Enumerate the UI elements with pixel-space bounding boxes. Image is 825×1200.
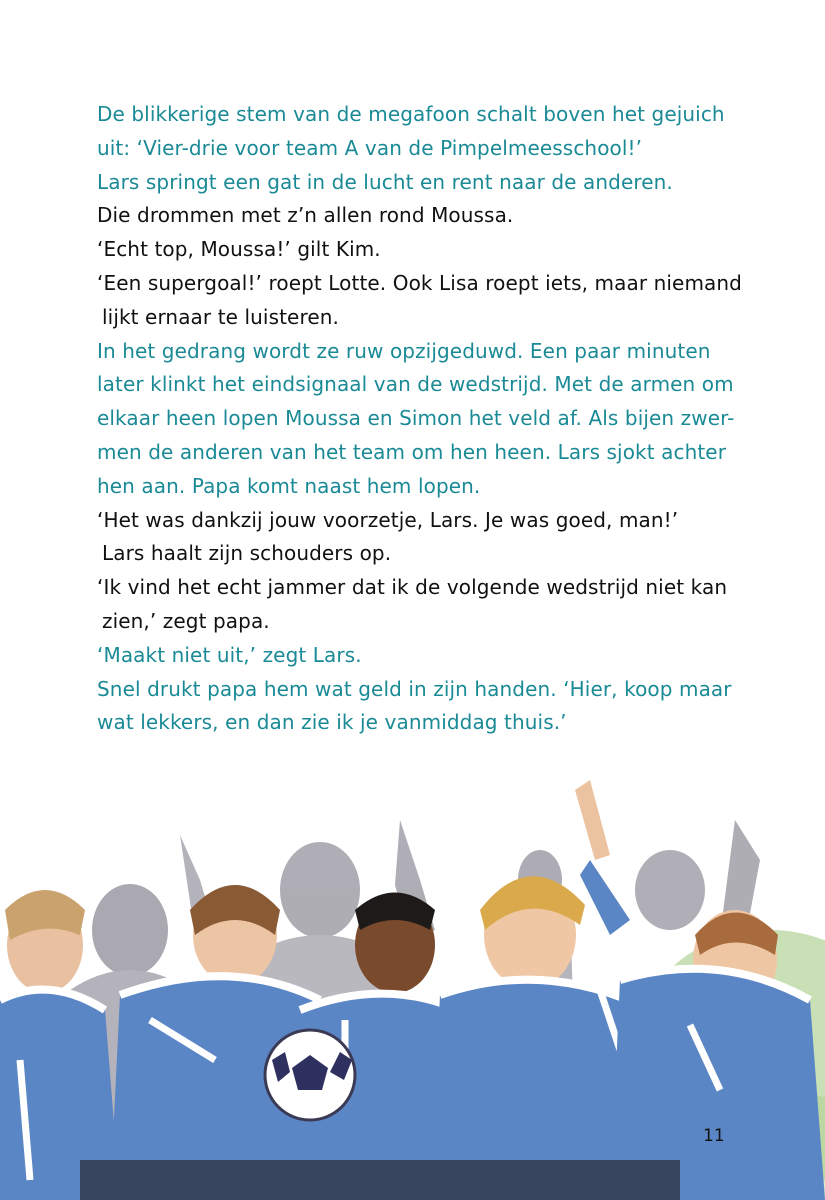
text-line: Die drommen met z’n allen rond Moussa.	[97, 203, 514, 228]
text-line: lijkt ernaar te luisteren.	[102, 304, 339, 329]
text-line: later klinkt het eindsignaal van de wedstrijd. Met de armen om	[97, 372, 734, 397]
text-line: In het gedrang wordt ze ruw opzijgeduwd. Een paar minuten	[97, 338, 711, 363]
text-line: elkaar heen lopen Moussa en Simon het veld af. Als bijen zwer-	[97, 406, 735, 431]
page-number: 11	[703, 1126, 725, 1146]
text-line: wat lekkers, en dan zie ik je vanmiddag thuis.’	[97, 710, 567, 735]
football-team-illustration	[0, 760, 825, 1200]
text-line: men de anderen van het team om hen heen. Lars sjokt achter	[97, 439, 727, 464]
story-text	[97, 98, 742, 740]
text-line: ‘Het was dankzij jouw voorzetje, Lars. Je was goed, man!’	[97, 507, 679, 532]
text-line: ‘Maakt niet uit,’ zegt Lars.	[97, 642, 362, 667]
text-line: Lars springt een gat in de lucht en rent naar de anderen.	[97, 169, 673, 194]
text-line: ‘Echt top, Moussa!’ gilt Kim.	[97, 237, 381, 262]
text-line: ‘Ik vind het echt jammer dat ik de volgende wedstrijd niet kan	[97, 575, 728, 600]
text-line: hen aan. Papa komt naast hem lopen.	[97, 473, 481, 498]
text-line: De blikkerige stem van de megafoon schalt boven het gejuich	[97, 102, 725, 126]
text-line: Snel drukt papa hem wat geld in zijn handen. ‘Hier, koop maar	[97, 676, 732, 701]
text-line: ‘Een supergoal!’ roept Lotte. Ook Lisa roept iets, maar niemand	[97, 270, 742, 295]
text-line: Lars haalt zijn schouders op.	[102, 541, 392, 566]
text-line: uit: ‘Vier-drie voor team A van de Pimpelmeesschool!’	[97, 135, 643, 160]
football-icon	[265, 1030, 355, 1120]
text-line: zien,’ zegt papa.	[102, 608, 270, 633]
shorts-shadow	[80, 1160, 680, 1200]
